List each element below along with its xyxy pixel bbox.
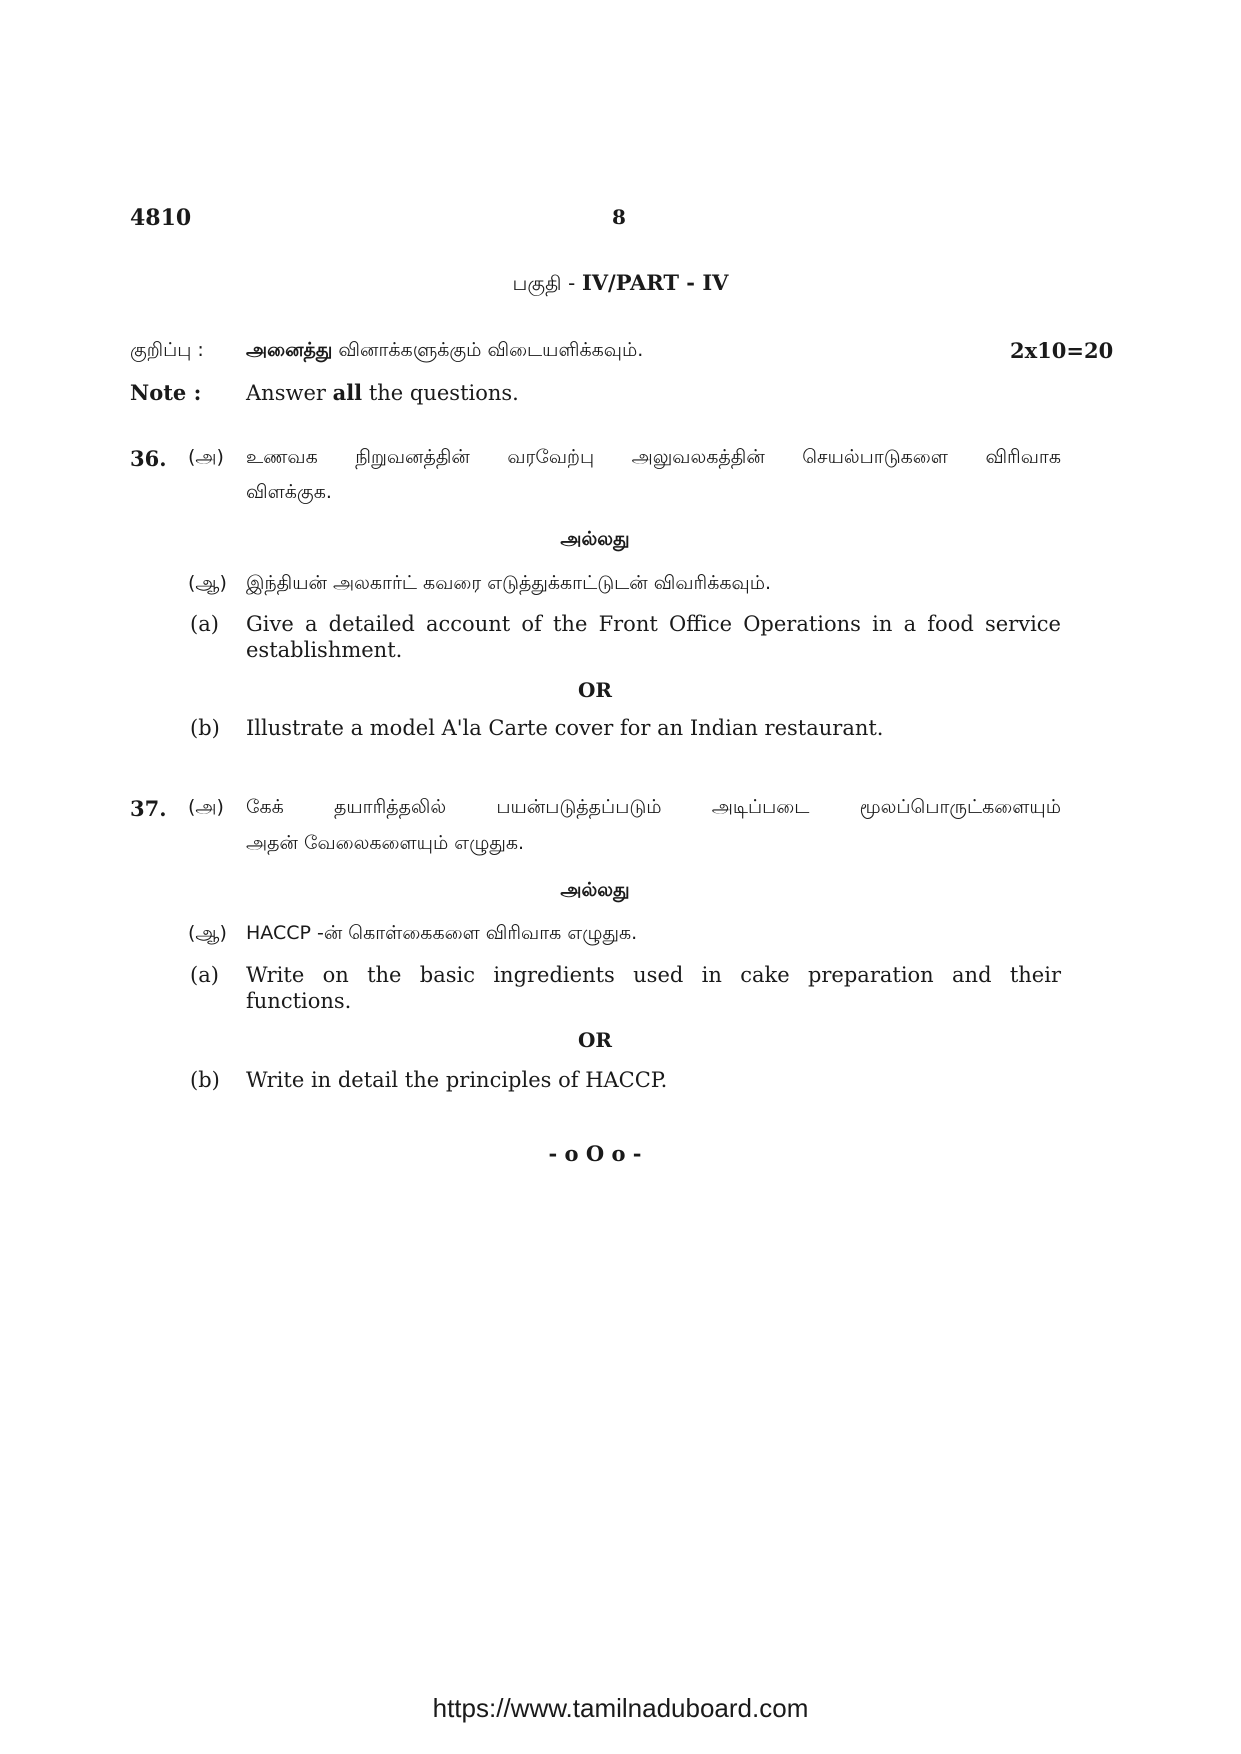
option-label-english-b: (b) [190, 1068, 220, 1092]
option-label-english-a: (a) [190, 612, 219, 636]
part-title-separator: - [561, 271, 582, 295]
note-english-text [246, 380, 519, 405]
question-english-a-line1: Write on the basic ingredients used in cake preparation and their [246, 963, 1061, 987]
or-tamil: அல்லது [560, 528, 630, 550]
option-label-tamil-a: (அ) [188, 446, 224, 468]
marks-label: 2x10=20 [1010, 338, 1114, 363]
note-english-before: Answer [246, 381, 333, 405]
note-tamil-text [246, 339, 643, 364]
option-label-tamil-b: (ஆ) [188, 922, 227, 944]
question-tamil-a-line1: உணவக நிறுவனத்தின் வரவேற்பு அலுவலகத்தின் செயல்பாடுகளை விரிவாக [246, 446, 1061, 468]
or-english: OR [577, 1028, 613, 1052]
question-english-a-line2: establishment. [246, 638, 403, 662]
question-tamil-b: இந்தியன் அலகார்ட் கவரை எடுத்துக்காட்டுடன் விவரிக்கவும். [246, 572, 772, 594]
note-english-after: the questions. [362, 381, 519, 405]
note-tamil-bold-word: அனைத்து [246, 339, 333, 361]
note-tamil-rest: வினாக்களுக்கும் விடையளிக்கவும். [332, 339, 644, 361]
or-english: OR [577, 678, 613, 702]
paper-code: 4810 [130, 205, 192, 231]
end-mark: - o O o - [548, 1141, 642, 1166]
note-english-bold-word: all [332, 380, 363, 405]
question-tamil-b: HACCP -ன் கொள்கைகளை விரிவாக எழுதுக. [246, 922, 638, 944]
or-tamil: அல்லது [560, 879, 630, 901]
note-tamil-label: குறிப்பு : [130, 339, 204, 361]
question-tamil-a-line2: விளக்குக. [246, 481, 332, 503]
question-english-a-line1: Give a detailed account of the Front Office Operations in a food service [246, 612, 1061, 636]
question-number: 36. [130, 446, 167, 471]
part-title [0, 270, 1241, 298]
page-number: 8 [612, 205, 626, 229]
question-english-a-line2: functions. [246, 989, 352, 1013]
part-title-english: IV/PART - IV [581, 270, 729, 295]
part-title-tamil: பகுதி [512, 271, 562, 295]
question-number: 37. [130, 796, 167, 821]
question-english-b: Illustrate a model A'la Carte cover for an Indian restaurant. [246, 716, 884, 740]
note-english-label: Note : [130, 380, 202, 405]
option-label-english-a: (a) [190, 963, 219, 987]
option-label-english-b: (b) [190, 716, 220, 740]
option-label-tamil-a: (அ) [188, 796, 224, 818]
question-tamil-a-line2: அதன் வேலைகளையும் எழுதுக. [246, 832, 525, 854]
option-label-tamil-b: (ஆ) [188, 572, 227, 594]
footer-url[interactable]: https://www.tamilnaduboard.com [432, 1693, 809, 1723]
question-tamil-a-line1: கேக் தயாரித்தலில் பயன்படுத்தப்படும் அடிப்படை மூலப்பொருட்களையும் [246, 796, 1061, 818]
question-english-b: Write in detail the principles of HACCP. [246, 1068, 668, 1092]
